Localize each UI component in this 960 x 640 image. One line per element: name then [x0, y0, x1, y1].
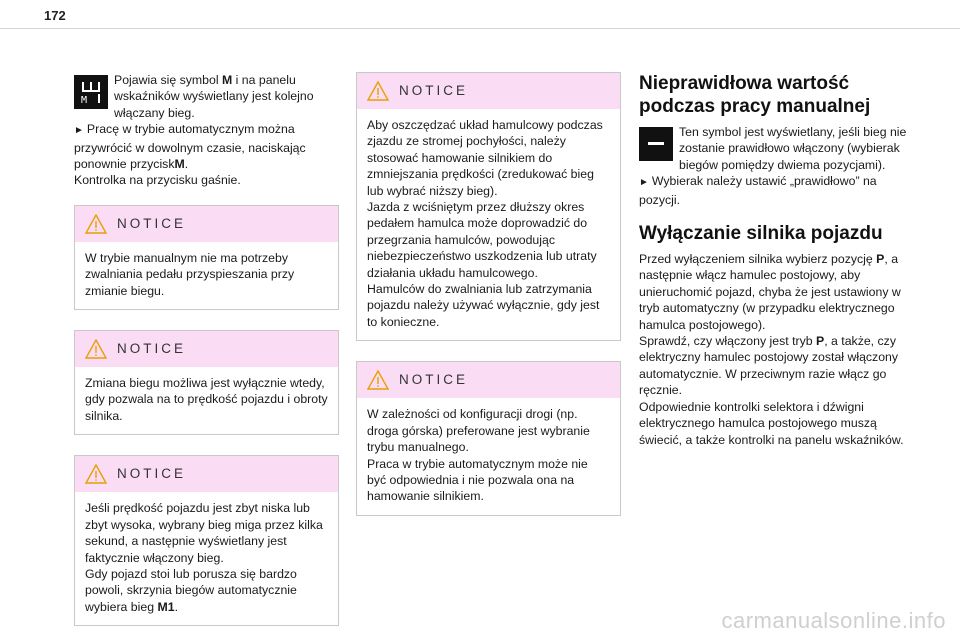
notice-text-end: . — [174, 599, 178, 614]
section-text: Sprawdź, czy włączony jest tryb — [639, 334, 816, 349]
section-text: , a następnie włącz hamulec postojowy, aby unieruchomić pojazd, chyba że jest ustawiony w tryb automatyczny (w przypadku elektrycznego hamulca postojowego). — [639, 252, 901, 332]
notice-header — [75, 456, 338, 492]
warning-triangle-icon — [85, 339, 107, 359]
column-1 — [74, 72, 339, 626]
notice-box — [74, 205, 339, 310]
notice-title: NOTICE — [399, 82, 469, 98]
notice-box — [74, 330, 339, 435]
manual-mode-m-icon — [74, 75, 108, 109]
warning-triangle-icon — [85, 214, 107, 234]
notice-header — [357, 362, 620, 398]
warning-triangle-icon — [85, 464, 107, 484]
warning-triangle-icon — [367, 81, 389, 101]
notice-text: Gdy pojazd stoi lub porusza się bardzo powoli, skrzynia biegów automatycznie wybiera bieg — [85, 566, 297, 614]
intro-text-2: i na panelu wskaźników wyświetlany jest kolejno włączany bieg. — [114, 73, 314, 120]
notice-title: NOTICE — [399, 372, 469, 388]
step-arrow-icon: ► — [74, 125, 84, 137]
column-3 — [639, 72, 909, 448]
section-text: , a także, czy elektryczny hamulec postojowy został włączony automatycznie. W przeciwnym razie włącz go ręcznie. — [639, 334, 899, 398]
gear-p-label: P — [876, 252, 885, 267]
header-divider — [0, 28, 960, 29]
column-2 — [356, 72, 621, 516]
page-number: 172 — [44, 8, 66, 23]
notice-title: NOTICE — [117, 466, 187, 482]
notice-paragraph: Jeśli prędkość pojazdu jest zbyt niska lub zbyt wysoka, wybrany bieg miga przez kilka sekund, a następnie wyświetlany jest faktycznie włączony bieg. — [85, 501, 323, 565]
notice-box — [74, 455, 339, 626]
step-text: Pracę w trybie automatycznym można przywrócić w dowolnym czasie, naciskając ponownie przycisk — [74, 122, 306, 172]
section-paragraph: Ten symbol jest wyświetlany, jeśli bieg nie zostanie prawidłowo włączony (wybierak biegów pomiędzy dwiema pozycjami). — [679, 125, 907, 172]
gear-p-label: P — [816, 334, 825, 349]
notice-paragraph: Aby oszczędzać układ hamulcowy podczas zjazdu ze stromej pochyłości, należy stosować hamowanie silnikiem do zmniejszania prędkości (zredukować bieg lub wybrać niższy bieg). — [367, 118, 603, 198]
notice-header — [75, 331, 338, 367]
svg-text:M: M — [81, 95, 88, 105]
notice-paragraph: Hamulców do zwalniania lub zatrzymania pojazdu należy używać wyłącznie, gdy jest to konieczne. — [367, 282, 600, 329]
lamp-text: Kontrolka na przycisku gaśnie. — [74, 173, 241, 188]
section-paragraph: Odpowiednie kontrolki selektora i dźwigni elektrycznego hamulca postojowego muszą świecić, a także kontrolki na panelu wskaźników. — [639, 399, 904, 447]
notice-paragraph: W zależności od konfiguracji drogi (np. droga górska) preferowane jest wybranie trybu manualnego. — [367, 407, 590, 455]
notice-paragraph — [85, 566, 328, 615]
step-m-symbol: M — [174, 157, 185, 172]
manual-mode-intro — [74, 72, 339, 189]
notice-paragraph: Jazda z wciśniętym przez dłuższy okres pedałem hamulca może doprowadzić do przegrzania hamulców, powodując niebezpieczeństwo uszkodzenia lub utraty działania układu hamulcowego. — [367, 200, 597, 280]
invalid-value-section — [639, 124, 909, 208]
notice-body — [357, 398, 620, 514]
notice-header — [75, 206, 338, 242]
step-text: Wybierak należy ustawić „prawidłowo” na pozycji. — [639, 174, 877, 207]
section-text: Przed wyłączeniem silnika wybierz pozycję — [639, 252, 877, 267]
engine-off-section — [639, 251, 909, 448]
notice-paragraph: Praca w trybie automatycznym może nie być odpowiednia i nie pozwala ona na hamowanie silnikiem. — [367, 456, 588, 504]
section-heading: Nieprawidłowa wartość podczas pracy manualnej — [639, 73, 871, 117]
notice-body — [357, 109, 620, 340]
section-heading: Wyłączanie silnika pojazdu — [639, 223, 883, 245]
notice-body: Zmiana biegu możliwa jest wyłącznie wtedy, gdy pozwala na to prędkość pojazdu i obroty silnika. — [85, 376, 328, 423]
step-text-end: . — [184, 157, 189, 172]
notice-title: NOTICE — [117, 340, 187, 356]
dash-glyph — [648, 142, 664, 145]
gear-m1-label: M1 — [157, 599, 175, 614]
notice-body: W trybie manualnym nie ma potrzeby zwalniania pedału przyspieszania przy zmianie biegu. — [85, 250, 295, 298]
step-arrow-icon: ► — [639, 177, 649, 189]
warning-triangle-icon — [367, 370, 389, 390]
notice-box — [356, 361, 621, 515]
notice-header — [357, 73, 620, 109]
intro-m-symbol: M — [221, 73, 233, 87]
notice-title: NOTICE — [117, 215, 187, 231]
notice-body — [75, 492, 338, 625]
gear-shift-icon — [78, 79, 104, 105]
notice-box — [356, 72, 621, 341]
invalid-gear-dash-icon — [639, 127, 673, 161]
intro-text-1: Pojawia się symbol — [114, 73, 222, 87]
watermark-logo: carmanualsonline.info — [721, 608, 946, 633]
